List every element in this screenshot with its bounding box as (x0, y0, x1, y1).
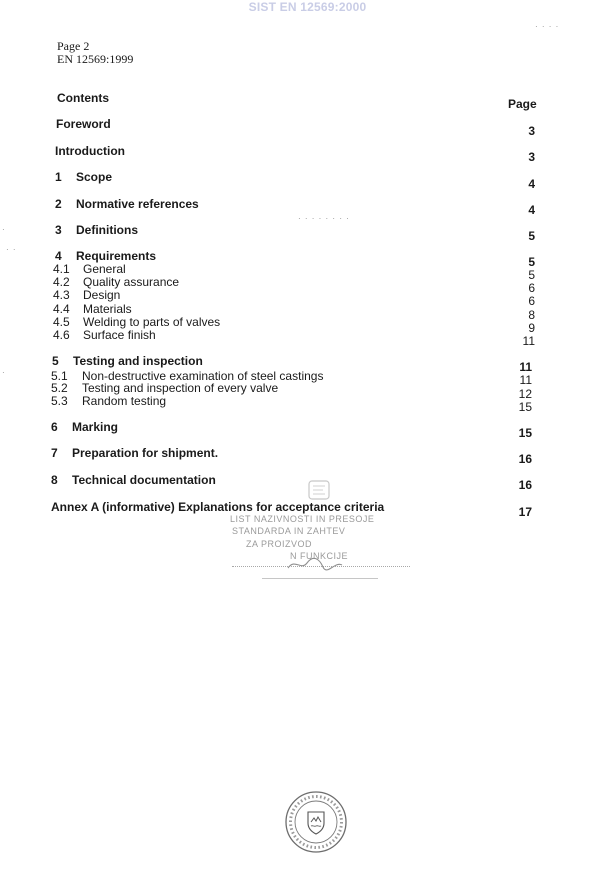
toc-label: Testing and inspection of every valve (82, 381, 279, 395)
toc-page: 16 (518, 452, 532, 466)
toc-number: 1 (55, 170, 62, 184)
toc-label: Marking (72, 420, 119, 434)
toc-page: 12 (518, 387, 532, 401)
toc-number: 7 (51, 446, 58, 460)
toc-label: Quality assurance (83, 275, 180, 289)
toc-page: 4 (528, 177, 535, 191)
toc-label: Random testing (82, 394, 167, 408)
scan-noise: · (2, 225, 6, 234)
stamp-line: N FUNKCIJE (290, 551, 349, 561)
toc-label: Surface finish (83, 328, 156, 342)
toc-page: 3 (528, 150, 535, 164)
toc-page: 4 (528, 203, 535, 217)
toc-page: 8 (528, 308, 535, 322)
header-page-number: Page 2 (57, 39, 90, 53)
toc-label: Scope (76, 170, 113, 184)
toc-number: 5.1 (51, 369, 68, 383)
watermark: SIST EN 12569:2000 (248, 0, 367, 14)
toc-number: 4.6 (53, 328, 70, 342)
toc-number: 4.1 (53, 262, 70, 276)
toc-label: Materials (83, 302, 132, 316)
stamp-signature-icon (285, 555, 345, 573)
toc-number: 4 (55, 249, 62, 263)
toc-number: 4.5 (53, 315, 70, 329)
toc-label: Non-destructive examination of steel castings (82, 369, 324, 383)
scan-noise: · · (6, 245, 17, 254)
header-standard: EN 12569:1999 (57, 52, 134, 66)
stamp-underline (262, 578, 378, 579)
toc-page: 3 (528, 124, 535, 138)
toc-label: Foreword (56, 117, 111, 131)
stamp-line: STANDARDA IN ZAHTEV (232, 526, 346, 536)
toc-page: 17 (518, 505, 532, 519)
toc-page: 16 (518, 478, 532, 492)
page-column-label: Page (508, 97, 537, 111)
toc-label: Requirements (76, 249, 157, 263)
toc-page: 6 (528, 281, 535, 295)
toc-page: 5 (528, 268, 535, 282)
scan-noise: · · · · (535, 22, 560, 31)
toc-label: Testing and inspection (73, 354, 203, 368)
stamp-line: LIST NAZIVNOSTI IN PRESOJE (230, 514, 375, 524)
toc-label: Design (83, 288, 121, 302)
toc-number: 5.3 (51, 394, 68, 408)
toc-page: 6 (528, 294, 535, 308)
toc-page: 11 (519, 360, 532, 374)
toc-page: 9 (528, 321, 535, 335)
contents-title: Contents (57, 91, 109, 105)
toc-number: 6 (51, 420, 58, 434)
toc-label: General (83, 262, 126, 276)
toc-number: 4.3 (53, 288, 70, 302)
toc-label: Normative references (76, 197, 199, 211)
toc-page: 5 (528, 255, 535, 269)
toc-number: 2 (55, 197, 62, 211)
toc-label: Preparation for shipment. (72, 446, 219, 460)
toc-label: Definitions (76, 223, 138, 237)
toc-page: 5 (528, 229, 535, 243)
scan-noise: · (2, 368, 6, 377)
toc-label: Welding to parts of valves (83, 315, 221, 329)
toc-label: Annex A (informative) Explanations for acceptance criteria (51, 500, 385, 514)
toc-number: 3 (55, 223, 62, 237)
toc-page: 15 (518, 426, 532, 440)
stamp-line: ZA PROIZVOD (246, 539, 313, 549)
faint-stamp-emblem-icon (305, 478, 335, 502)
toc-number: 4.4 (53, 302, 70, 316)
official-seal-icon (283, 789, 349, 855)
toc-number: 4.2 (53, 275, 70, 289)
scan-noise: · · · · · · · · (298, 214, 350, 223)
toc-number: 5.2 (51, 381, 68, 395)
toc-page: 15 (518, 400, 532, 414)
toc-number: 8 (51, 473, 58, 487)
toc-page: 11 (522, 334, 535, 348)
toc-page: 11 (519, 373, 532, 387)
toc-label: Introduction (55, 144, 125, 158)
toc-number: 5 (52, 354, 59, 368)
toc-label: Technical documentation (72, 473, 216, 487)
